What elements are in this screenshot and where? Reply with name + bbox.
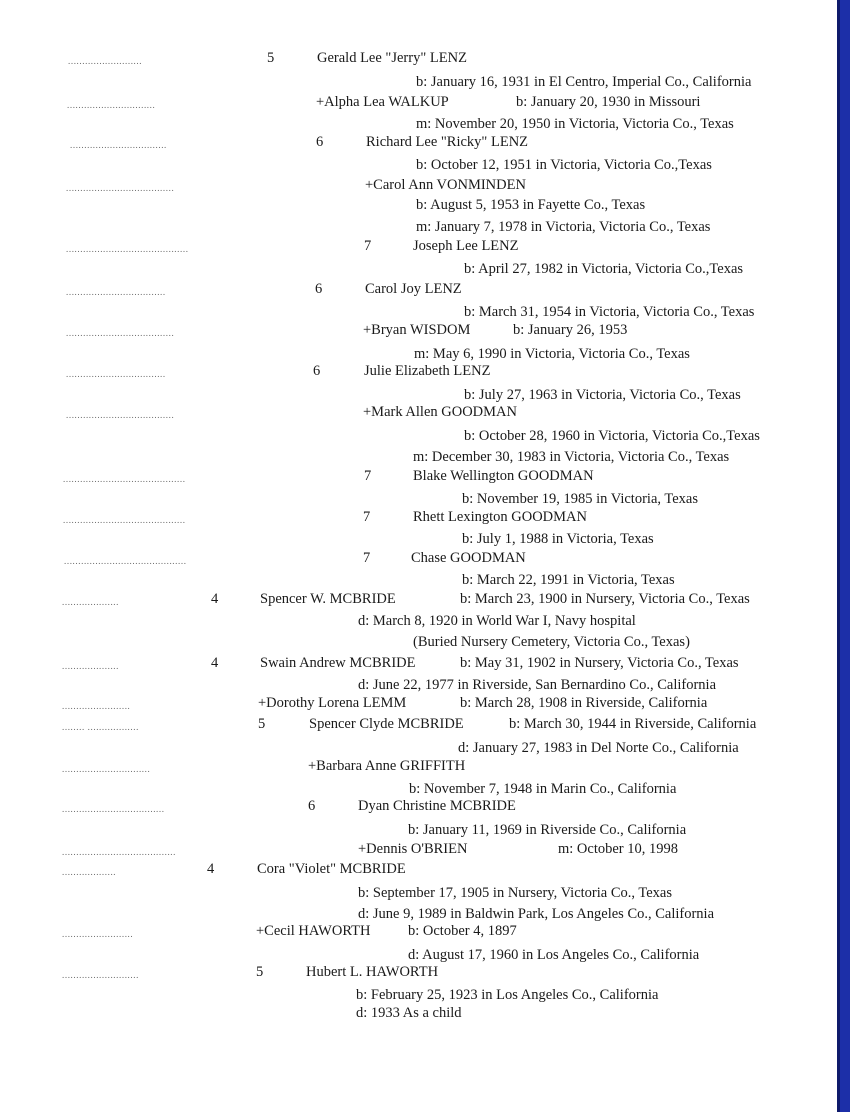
entry-text: b: November 19, 1985 in Victoria, Texas — [462, 491, 698, 507]
entry-text: Spencer W. MCBRIDE — [260, 591, 396, 607]
entry-line — [0, 840, 850, 860]
generation-number: 4 — [207, 861, 215, 877]
dotted-leader: ........................... — [62, 970, 139, 980]
entry-line — [0, 797, 850, 817]
entry-text: d: January 27, 1983 in Del Norte Co., California — [458, 740, 739, 756]
dotted-leader: ......................... — [62, 929, 134, 939]
entry-line — [0, 321, 850, 341]
entry-text: b: January 16, 1931 in El Centro, Imperial Co., California — [416, 74, 752, 90]
entry-line — [0, 237, 850, 257]
entry-line — [0, 884, 850, 904]
entry-text: b: July 1, 1988 in Victoria, Texas — [462, 531, 654, 547]
dotted-leader: .......................... — [68, 56, 143, 66]
entry-text: m: December 30, 1983 in Victoria, Victoria Co., Texas — [413, 449, 730, 465]
entry-text: m: November 20, 1950 in Victoria, Victoria Co., Texas — [416, 116, 734, 132]
entry-text: Blake Wellington GOODMAN — [413, 468, 594, 484]
entry-text: b: October 28, 1960 in Victoria, Victoria Co.,Texas — [464, 428, 760, 444]
entry-text-secondary: m: October 10, 1998 — [558, 841, 679, 857]
generation-number: 4 — [211, 655, 219, 671]
entry-line — [0, 676, 850, 696]
dotted-leader: ................................... — [66, 287, 166, 297]
entry-line — [0, 490, 850, 510]
dotted-leader: .................... — [62, 597, 119, 607]
entry-line — [0, 694, 850, 714]
entry-text: Richard Lee "Ricky" LENZ — [366, 134, 529, 150]
entry-text-secondary: b: May 31, 1902 in Nursery, Victoria Co., Texas — [460, 655, 739, 671]
entry-line — [0, 115, 850, 135]
entry-line — [0, 93, 850, 113]
generation-number: 4 — [211, 591, 219, 607]
entry-text-secondary: b: March 28, 1908 in Riverside, California — [460, 695, 708, 711]
entry-line — [0, 530, 850, 550]
dotted-leader: ...................................... — [66, 410, 175, 420]
entry-text: d: March 8, 1920 in World War I, Navy hospital — [358, 613, 636, 629]
entry-line — [0, 49, 850, 69]
entry-line — [0, 590, 850, 610]
entry-text: d: June 9, 1989 in Baldwin Park, Los Angeles Co., California — [358, 906, 715, 922]
entry-line — [0, 757, 850, 777]
entry-text: b: August 5, 1953 in Fayette Co., Texas — [416, 197, 646, 213]
generation-number: 6 — [316, 134, 324, 150]
entry-line — [0, 73, 850, 93]
dotted-leader: ...................................... — [66, 328, 175, 338]
entry-text: +Bryan WISDOM — [363, 322, 471, 338]
generation-number: 5 — [256, 964, 264, 980]
generation-number: 6 — [315, 281, 323, 297]
entry-text: b: February 25, 1923 in Los Angeles Co., California — [356, 987, 659, 1003]
dotted-leader: ............................... — [67, 100, 156, 110]
generation-number: 7 — [364, 238, 372, 254]
entry-line — [0, 280, 850, 300]
entry-text: (Buried Nursery Cemetery, Victoria Co., Texas) — [413, 634, 690, 650]
entry-text: Joseph Lee LENZ — [413, 238, 519, 254]
dotted-leader: ........ .................. — [62, 722, 139, 732]
entry-text: +Dennis O'BRIEN — [358, 841, 468, 857]
entry-text: d: 1933 As a child — [356, 1005, 462, 1021]
entry-line — [0, 448, 850, 468]
entry-text: +Carol Ann VONMINDEN — [365, 177, 526, 193]
generation-number: 6 — [308, 798, 316, 814]
dotted-leader: ...................................... — [66, 183, 175, 193]
dotted-leader: ........................................... — [63, 515, 186, 525]
entry-text: Spencer Clyde MCBRIDE — [309, 716, 464, 732]
entry-text: Chase GOODMAN — [411, 550, 526, 566]
entry-line — [0, 571, 850, 591]
entry-line — [0, 654, 850, 674]
dotted-leader: ........................................... — [66, 244, 189, 254]
dotted-leader: .................... — [62, 661, 119, 671]
entry-text: b: October 12, 1951 in Victoria, Victoria Co.,Texas — [416, 157, 712, 173]
entry-line — [0, 427, 850, 447]
dotted-leader: ................................... — [66, 369, 166, 379]
dotted-leader: ................... — [62, 867, 117, 877]
entry-text: Rhett Lexington GOODMAN — [413, 509, 587, 525]
entry-line — [0, 467, 850, 487]
entry-line — [0, 403, 850, 423]
entry-line — [0, 156, 850, 176]
entry-line — [0, 612, 850, 632]
entry-line — [0, 963, 850, 983]
entry-text: +Cecil HAWORTH — [256, 923, 371, 939]
entry-text: Dyan Christine MCBRIDE — [358, 798, 516, 814]
entry-text: +Alpha Lea WALKUP — [316, 94, 449, 110]
entry-line — [0, 133, 850, 153]
entry-text: b: April 27, 1982 in Victoria, Victoria Co.,Texas — [464, 261, 744, 277]
dotted-leader: ........................................... — [63, 474, 186, 484]
entry-line — [0, 303, 850, 323]
entry-text: b: July 27, 1963 in Victoria, Victoria Co., Texas — [464, 387, 741, 403]
entry-line — [0, 176, 850, 196]
entry-text-secondary: b: October 4, 1897 — [408, 923, 517, 939]
entry-line — [0, 860, 850, 880]
entry-text: Carol Joy LENZ — [365, 281, 462, 297]
entry-line — [0, 218, 850, 238]
entry-text: m: May 6, 1990 in Victoria, Victoria Co., Texas — [414, 346, 690, 362]
generation-number: 7 — [363, 509, 371, 525]
entry-text: Julie Elizabeth LENZ — [364, 363, 491, 379]
entry-line — [0, 922, 850, 942]
generation-number: 5 — [267, 50, 275, 66]
entry-line — [0, 508, 850, 528]
dotted-leader: ........................ — [62, 701, 131, 711]
entry-text: +Barbara Anne GRIFFITH — [308, 758, 466, 774]
entry-text: Gerald Lee "Jerry" LENZ — [317, 50, 467, 66]
entry-line — [0, 196, 850, 216]
entry-text: b: September 17, 1905 in Nursery, Victoria Co., Texas — [358, 885, 672, 901]
entry-text: b: January 11, 1969 in Riverside Co., California — [408, 822, 687, 838]
entry-text: Hubert L. HAWORTH — [306, 964, 439, 980]
dotted-leader: ........................................ — [62, 847, 176, 857]
generation-number: 7 — [363, 550, 371, 566]
entry-line — [0, 715, 850, 735]
entry-text: m: January 7, 1978 in Victoria, Victoria Co., Texas — [416, 219, 711, 235]
entry-text: b: March 31, 1954 in Victoria, Victoria Co., Texas — [464, 304, 755, 320]
entry-line — [0, 821, 850, 841]
generation-number: 5 — [258, 716, 266, 732]
dotted-leader: ............................... — [62, 764, 151, 774]
entry-line — [0, 260, 850, 280]
entry-text: +Mark Allen GOODMAN — [363, 404, 517, 420]
entry-text-secondary: b: January 26, 1953 — [513, 322, 628, 338]
entry-text: d: August 17, 1960 in Los Angeles Co., California — [408, 947, 700, 963]
generation-number: 7 — [364, 468, 372, 484]
entry-text: b: March 22, 1991 in Victoria, Texas — [462, 572, 675, 588]
entry-line — [0, 633, 850, 653]
dotted-leader: .................................. — [70, 140, 167, 150]
entry-text-secondary: b: March 23, 1900 in Nursery, Victoria Co., Texas — [460, 591, 750, 607]
entry-line — [0, 1004, 850, 1024]
entry-text-secondary: b: January 20, 1930 in Missouri — [516, 94, 701, 110]
entry-line — [0, 362, 850, 382]
generation-number: 6 — [313, 363, 321, 379]
entry-text-secondary: b: March 30, 1944 in Riverside, California — [509, 716, 757, 732]
entry-line — [0, 739, 850, 759]
entry-text: Swain Andrew MCBRIDE — [260, 655, 416, 671]
entry-line — [0, 986, 850, 1006]
dotted-leader: ........................................... — [64, 556, 187, 566]
entry-text: +Dorothy Lorena LEMM — [258, 695, 407, 711]
entry-text: Cora "Violet" MCBRIDE — [257, 861, 406, 877]
entry-text: d: June 22, 1977 in Riverside, San Bernardino Co., California — [358, 677, 717, 693]
entry-text: b: November 7, 1948 in Marin Co., California — [409, 781, 677, 797]
entry-line — [0, 549, 850, 569]
dotted-leader: .................................... — [62, 804, 165, 814]
